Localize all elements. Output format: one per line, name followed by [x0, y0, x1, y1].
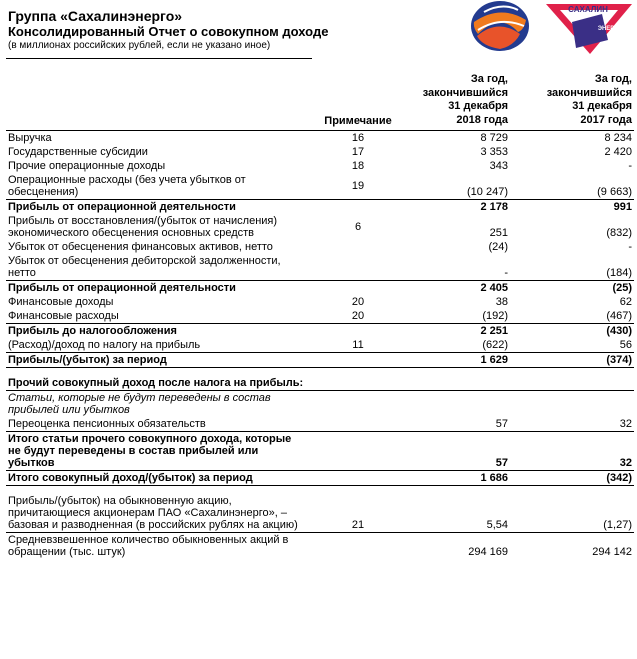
row-value-2017: 56 — [619, 339, 632, 351]
row-note: 18 — [351, 160, 365, 172]
row-value-2018 — [408, 391, 510, 418]
table-row-subtotal — [6, 200, 634, 215]
row-label: Операционные расходы (без учета убытков от обесценения) — [8, 174, 246, 198]
row-label: Итого статьи прочего совокупного дохода, которые не будут переведены в состав прибылей или убытков — [6, 432, 308, 471]
table-row — [6, 338, 634, 353]
table-row — [6, 173, 634, 200]
row-value-2018: 57 — [495, 418, 508, 430]
row-label: Прибыль/(убыток) за период — [6, 353, 308, 368]
row-value-2018 — [408, 376, 510, 391]
table-row-subtotal — [6, 281, 634, 296]
report-title: Консолидированный Отчет о совокупном доходе — [8, 24, 329, 39]
row-value-2017: (832) — [606, 227, 632, 239]
row-value-2018: 5,54 — [486, 519, 508, 531]
table-row-subtotal — [6, 324, 634, 339]
row-value-2018: 2 405 — [408, 281, 510, 296]
row-note — [308, 254, 408, 281]
logo-text-top: САХАЛИН — [568, 5, 608, 14]
row-note — [308, 533, 408, 560]
row-label: Прочие операционные доходы — [8, 160, 166, 172]
table-row — [6, 295, 634, 309]
row-label: Финансовые расходы — [8, 310, 119, 322]
table-row — [6, 240, 634, 254]
row-value-2018: 343 — [489, 160, 508, 172]
row-value-2017: 32 — [510, 432, 634, 471]
row-value-2018: 3 353 — [480, 146, 508, 158]
section-spacer — [6, 486, 634, 495]
row-value-2017: 8 234 — [510, 131, 634, 146]
row-label: Финансовые доходы — [8, 296, 114, 308]
row-label: Прочий совокупный доход после налога на прибыль: — [8, 377, 304, 389]
year-2018-column-header: За год, закончившийся 31 декабря 2018 года — [422, 73, 508, 126]
row-value-2017: (1,27) — [603, 519, 632, 531]
table-row — [6, 214, 634, 240]
row-value-2017: 32 — [619, 418, 632, 430]
table-row-total — [6, 353, 634, 368]
row-label: Прибыль/(убыток) на обыкновенную акцию, причитающиеся акционерам ПАО «Сахалинэнерго», – базовая и разводненная (в российских рублях на акцию) — [8, 495, 298, 531]
row-note — [308, 200, 408, 215]
table-row — [6, 533, 634, 560]
table-row — [6, 254, 634, 281]
row-value-2018: (24) — [488, 241, 508, 253]
row-note — [308, 376, 408, 391]
row-note — [308, 281, 408, 296]
report-header — [8, 8, 328, 52]
row-value-2018: 38 — [495, 296, 508, 308]
report-subtitle: (в миллионах российских рублей, если не указано иное) — [8, 40, 271, 51]
blank-header-cell — [6, 72, 308, 131]
row-value-2017 — [510, 391, 634, 418]
row-label: Выручка — [6, 131, 308, 146]
column-header-row — [6, 72, 634, 131]
row-value-2017: (9 663) — [597, 186, 632, 198]
row-label: Убыток от обесценения финансовых активов, нетто — [8, 241, 273, 253]
row-note — [308, 391, 408, 418]
row-label: Итого совокупный доход/(убыток) за период — [6, 471, 308, 486]
row-note — [308, 471, 408, 486]
row-note: 17 — [351, 146, 365, 158]
row-note — [308, 417, 408, 432]
row-value-2018: (192) — [482, 310, 508, 322]
company-name: Группа «Сахалинэнерго» — [8, 8, 183, 24]
row-note: 20 — [351, 310, 365, 322]
subsection-heading-row — [6, 391, 634, 418]
row-value-2018: (10 247) — [467, 186, 508, 198]
row-note: 6 — [354, 221, 362, 233]
row-note: 19 — [351, 180, 365, 192]
sakhalinenergo-globe-logo — [468, 0, 532, 52]
row-label: Убыток от обесценения дебиторской задолженности, нетто — [8, 255, 281, 279]
row-note: 16 — [308, 131, 408, 146]
row-label: Прибыль от операционной деятельности — [6, 200, 308, 215]
row-value-2017: (467) — [606, 310, 632, 322]
row-label: Прибыль от операционной деятельности — [6, 281, 308, 296]
row-value-2017: (184) — [606, 267, 632, 279]
row-value-2017: 62 — [619, 296, 632, 308]
row-value-2017: (374) — [510, 353, 634, 368]
row-value-2017 — [510, 376, 634, 391]
row-value-2018: - — [504, 267, 508, 279]
row-note — [308, 240, 408, 254]
row-note: 11 — [352, 339, 364, 351]
row-value-2018: 8 729 — [408, 131, 510, 146]
row-label: Государственные субсидии — [8, 146, 148, 158]
table-row-subtotal — [6, 432, 634, 471]
row-label: (Расход)/доход по налогу на прибыль — [8, 339, 201, 351]
table-row — [6, 494, 634, 533]
row-label: Переоценка пенсионных обязательств — [8, 418, 206, 430]
income-statement-table — [6, 72, 634, 559]
row-value-2018: 294 169 — [408, 533, 510, 560]
table-row — [6, 145, 634, 159]
row-value-2017: - — [628, 160, 632, 172]
row-value-2017: (342) — [510, 471, 634, 486]
row-value-2017: 991 — [510, 200, 634, 215]
row-note: 20 — [351, 296, 365, 308]
year-2017-column-header: За год, закончившийся 31 декабря 2017 года — [546, 73, 632, 126]
row-label: Средневзвешенное количество обыкновенных акций в обращении (тыс. штук) — [6, 533, 308, 560]
row-value-2017: - — [628, 241, 632, 253]
row-value-2018: 2 251 — [408, 324, 510, 339]
row-value-2017: (25) — [510, 281, 634, 296]
row-note: 21 — [351, 519, 365, 531]
row-label: Прибыль от восстановления/(убыток от начисления) экономического обесценения основных средств — [8, 215, 278, 239]
row-value-2018: 251 — [489, 227, 508, 239]
table-row — [6, 309, 634, 324]
section-heading-row — [6, 376, 634, 391]
row-value-2018: (622) — [482, 339, 508, 351]
sakhalinenergo-wordmark-logo — [546, 0, 634, 56]
table-row — [6, 417, 634, 432]
row-label: Прибыль до налогообложения — [6, 324, 308, 339]
logo-text-bottom: ЭНЕРГО — [597, 26, 623, 32]
row-note — [308, 432, 408, 471]
row-note — [308, 324, 408, 339]
section-spacer — [6, 368, 634, 377]
row-value-2018: 57 — [408, 432, 510, 471]
header-divider — [6, 58, 312, 59]
table-row-total — [6, 471, 634, 486]
row-value-2018: 2 178 — [408, 200, 510, 215]
note-column-header: Примечание — [324, 115, 392, 127]
row-note — [308, 353, 408, 368]
row-value-2018: 1 686 — [408, 471, 510, 486]
row-label: Статьи, которые не будут переведены в состав прибылей или убытков — [6, 391, 308, 418]
row-value-2017: (430) — [510, 324, 634, 339]
row-value-2017: 294 142 — [510, 533, 634, 560]
row-value-2017: 2 420 — [604, 146, 632, 158]
table-row — [6, 131, 634, 146]
row-value-2018: 1 629 — [408, 353, 510, 368]
table-row — [6, 159, 634, 173]
